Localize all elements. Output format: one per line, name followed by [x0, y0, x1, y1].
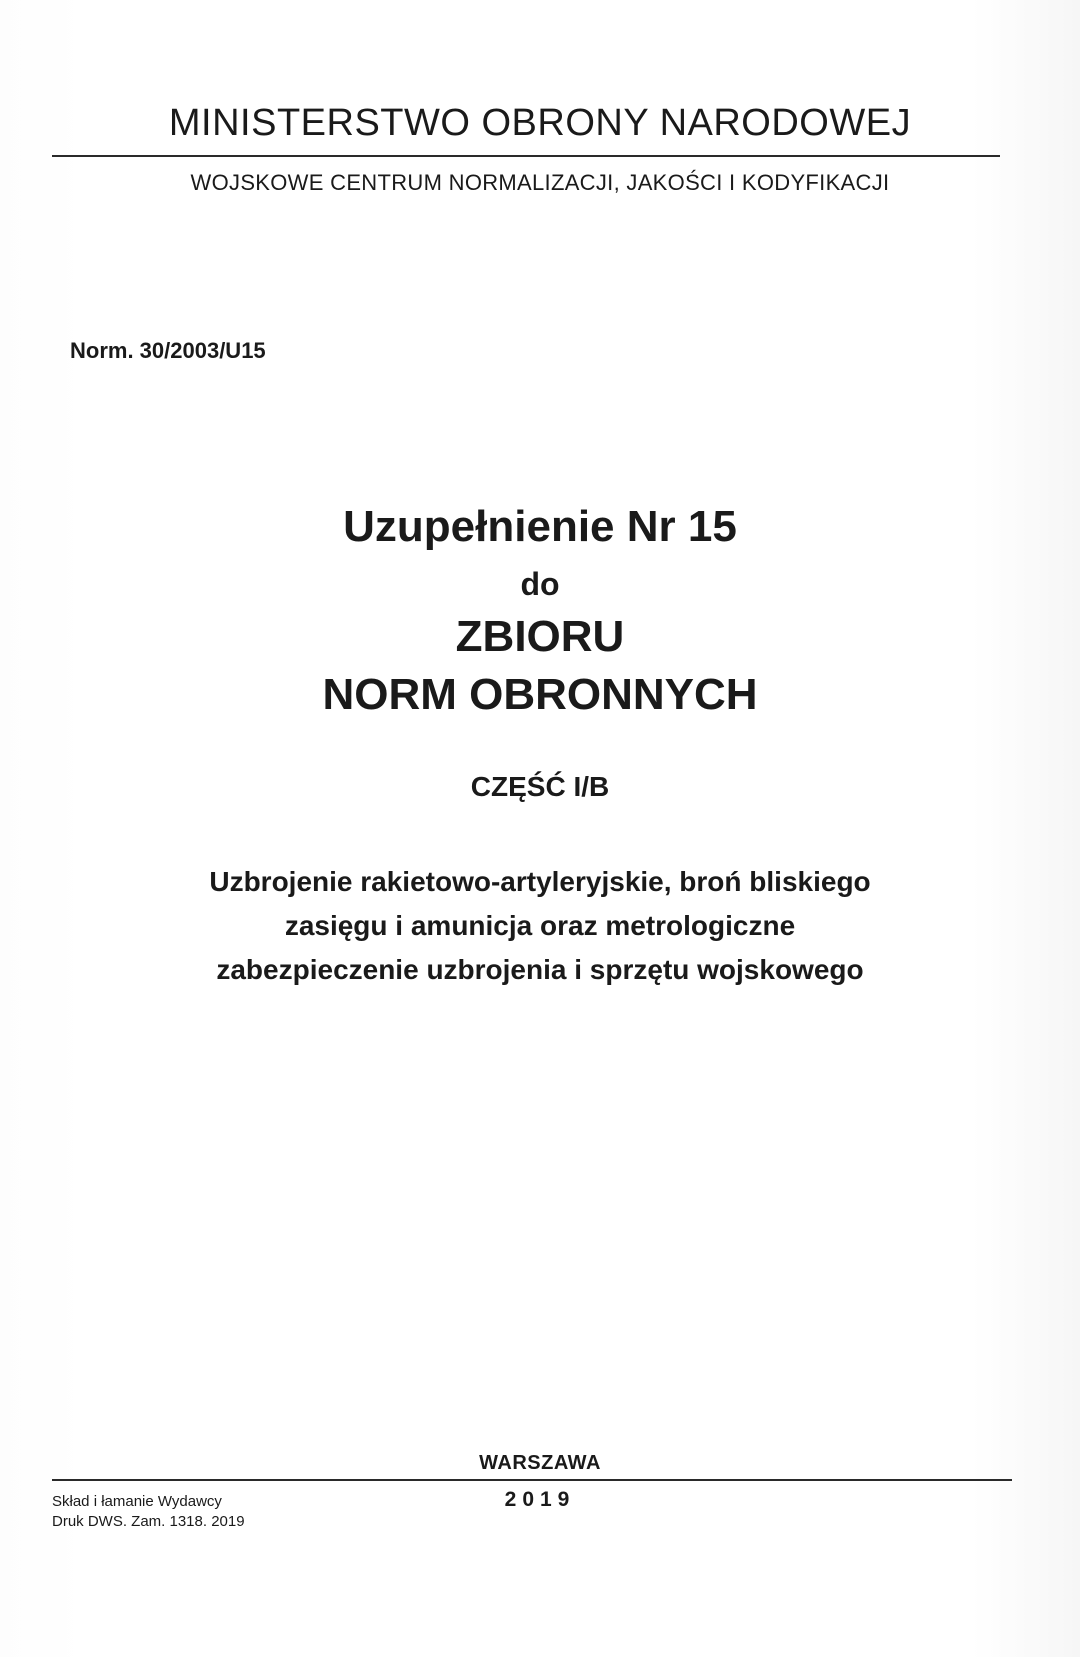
supplement-title: Uzupełnienie Nr 15 — [343, 502, 737, 551]
subject-description — [60, 860, 1020, 992]
imprint-note — [52, 1492, 245, 1532]
header-divider — [52, 155, 1000, 157]
subject-line: Uzbrojenie rakietowo-artyleryjskie, broń bliskiego — [209, 866, 871, 897]
collection-title-line2: NORM OBRONNYCH — [322, 670, 758, 719]
collection-title-line1: ZBIORU — [455, 612, 625, 661]
subject-line: zabezpieczenie uzbrojenia i sprzętu wojskowego — [216, 954, 864, 985]
publication-year: 2019 — [504, 1488, 576, 1511]
footer-divider — [52, 1479, 1012, 1481]
imprint-line: Skład i łamanie Wydawcy — [52, 1493, 222, 1510]
title-connector: do — [520, 566, 560, 602]
norm-number: Norm. 30/2003/U15 — [70, 338, 266, 363]
ministry-heading: MINISTERSTWO OBRONY NARODOWEJ — [168, 102, 912, 144]
part-label: CZĘŚĆ I/B — [470, 771, 610, 802]
subject-line: zasięgu i amunicja oraz metrologiczne — [284, 910, 796, 941]
centre-subheading: WOJSKOWE CENTRUM NORMALIZACJI, JAKOŚCI I KODYFIKACJI — [190, 170, 890, 195]
publication-city: WARSZAWA — [479, 1452, 601, 1474]
imprint-line: Druk DWS. Zam. 1318. 2019 — [52, 1513, 245, 1530]
